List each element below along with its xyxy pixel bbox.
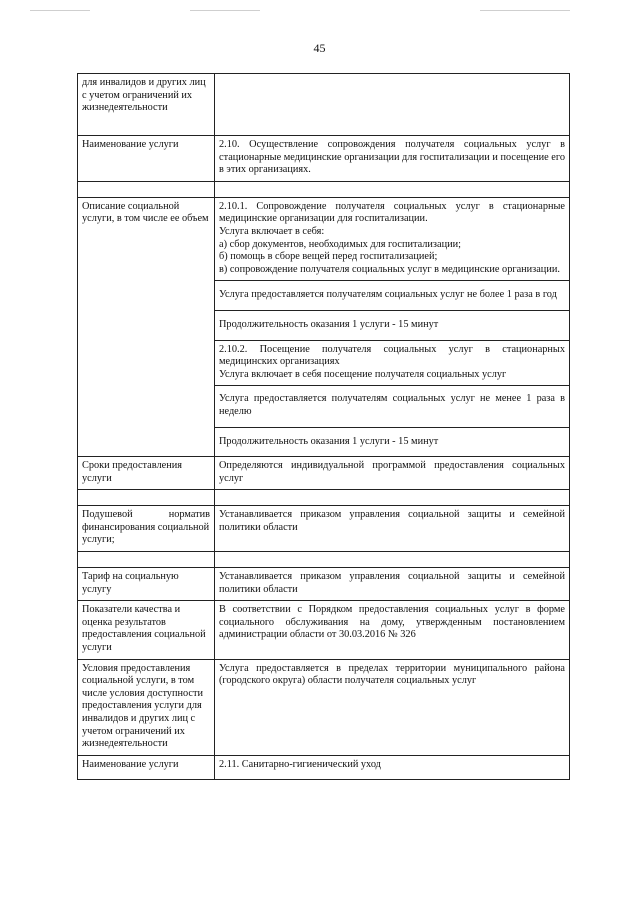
scan-artifact-line xyxy=(190,10,260,11)
row-value: 2.10. Осуществление сопровождения получателя социальных услуг в стационарные медицинские организации для госпитализации и посещение его в этих организациях. xyxy=(215,136,570,182)
row-value: Продолжительность оказания 1 услуги - 15 минут xyxy=(215,310,570,340)
service-table xyxy=(77,73,570,780)
scan-artifact-line xyxy=(480,10,570,11)
row-label: Тариф на социальную услугу xyxy=(78,568,215,601)
table-row xyxy=(78,601,570,659)
row-value: Устанавливается приказом управления социальной защиты и семейной политики области xyxy=(215,568,570,601)
row-label: Наименование услуги xyxy=(78,136,215,182)
table-row xyxy=(78,136,570,182)
row-label: Сроки предоставления услуги xyxy=(78,457,215,490)
row-value: Продолжительность оказания 1 услуги - 15 минут xyxy=(215,427,570,457)
table-row xyxy=(78,197,570,281)
row-value xyxy=(215,74,570,136)
row-value: Определяются индивидуальной программой предоставления социальных услуг xyxy=(215,457,570,490)
table-row xyxy=(78,506,570,552)
table-row xyxy=(78,568,570,601)
table-row xyxy=(78,74,570,136)
row-spacer xyxy=(78,490,570,506)
row-value: 2.11. Санитарно-гигиенический уход xyxy=(215,755,570,780)
row-value: В соответствии с Порядком предоставления социальных услуг в форме социального обслуживания на дому, утвержденным постановлением администрации области от 30.03.2016 № 326 xyxy=(215,601,570,659)
row-label: Условия предоставления социальной услуги, в том числе условия доступности предоставления услуги для инвалидов и других лиц с учетом ограничений их жизнедеятельности xyxy=(78,659,215,755)
row-label: Описание социальной услуги, в том числе ее объем xyxy=(78,197,215,456)
row-label: Показатели качества и оценка результатов предоставления социальной услуги xyxy=(78,601,215,659)
row-value: Услуга предоставляется получателям социальных услуг не менее 1 раза в неделю xyxy=(215,386,570,427)
row-label: для инвалидов и других лиц с учетом ограничений их жизнедеятельности xyxy=(78,74,215,136)
row-value: Услуга предоставляется получателям социальных услуг не более 1 раза в год xyxy=(215,281,570,311)
table-row xyxy=(78,659,570,755)
row-value: 2.10.2. Посещение получателя социальных услуг в стационарных медицинских организациях Услуга включает в себя посещение получателя социальных услуг xyxy=(215,340,570,386)
row-spacer xyxy=(78,552,570,568)
row-label: Наименование услуги xyxy=(78,755,215,780)
row-value: 2.10.1. Сопровождение получателя социальных услуг в стационарные медицинские организации для госпитализации. Услуга включает в себя: а) сбор документов, необходимых для госпитализации; б) помощь в сборе вещей перед госпитализацией; в) сопровождение получателя социальных услуг в медицинские организации. xyxy=(215,197,570,281)
row-spacer xyxy=(78,181,570,197)
row-value: Устанавливается приказом управления социальной защиты и семейной политики области xyxy=(215,506,570,552)
scan-artifact-line xyxy=(30,10,90,11)
row-value: Услуга предоставляется в пределах территории муниципального района (городского округа) области получателя социальных услуг xyxy=(215,659,570,755)
table-row xyxy=(78,457,570,490)
table-row xyxy=(78,755,570,780)
page-number: 45 xyxy=(313,41,326,55)
row-label: Подушевой норматив финансирования социальной услуги; xyxy=(78,506,215,552)
